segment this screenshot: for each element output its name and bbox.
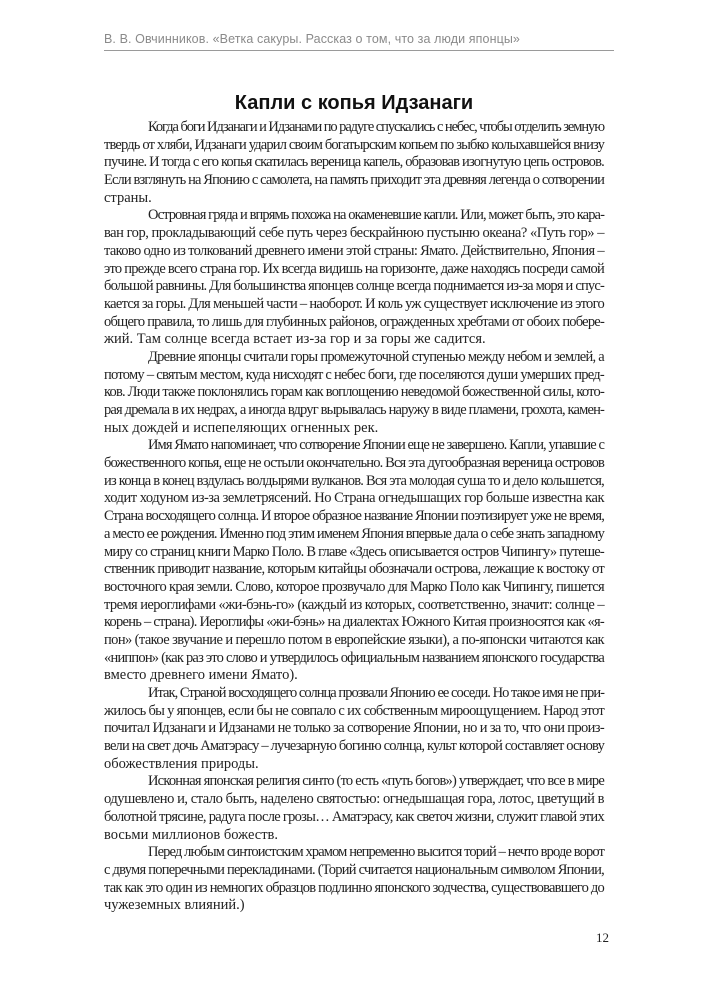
text-line: таково одно из толкований древнего имени этой страны: Ямато. Действительно, Япония – — [104, 242, 604, 259]
paragraph — [104, 773, 604, 844]
text-line: миру со страниц книги Марко Поло. В главе «Здесь описывается остров Чипингу» путеше- — [104, 543, 604, 560]
text-line: ных дождей и испепеляющих огненных рек. — [104, 419, 379, 436]
text-line: так как это один из немногих образцов подлинно японского зодчества, существовавшего до — [104, 879, 604, 896]
body-text — [104, 119, 604, 915]
text-line: ственник приводит название, которым китайцы обозначали острова, лежащие к востоку от — [104, 561, 604, 578]
text-line: болотной трясине, радуга после грозы… Аматэрасу, как светоч жизни, служит главой этих — [104, 808, 605, 825]
text-line: корень – страна). Иероглифы «жи-бэнь» на диалектах Южного Китая произносятся как «я- — [104, 614, 604, 631]
text-line: Островная гряда и впрямь похожа на окаменевшие капли. Или, может быть, это кара- — [148, 207, 604, 224]
text-line: ков. Люди также поклонялись горам как воплощению неведомой божественной силы, кото- — [104, 384, 604, 401]
text-line: Страна восходящего солнца. И второе образное название Японии поэтизирует уже не время, — [104, 508, 604, 525]
text-line: кается за горы. Для меньшей части – наоборот. И коль уж существует исключение из этого — [104, 295, 604, 312]
text-line: большой равнины. Для большинства японцев солнце всегда поднимается из-за моря и спус- — [104, 278, 604, 295]
text-line: чужеземных влияний.) — [104, 897, 245, 914]
text-line: Когда боги Идзанаги и Идзанами по радуге спускались с небес, чтобы отделить земную — [148, 119, 604, 135]
text-line: жий. Там солнце всегда встает из-за гор и за горы же садится. — [104, 331, 486, 348]
paragraph — [104, 207, 604, 349]
text-line: почитал Идзанаги и Идзанами не только за сотворение Японии, но и за то, что они произ- — [104, 720, 604, 737]
chapter-title: Капли с копья Идзанаги — [234, 92, 474, 114]
text-line: с двумя поперечными перекладинами. (Торий считается национальным символом Японии, — [104, 861, 604, 878]
text-line: пучине. И тогда с его копья скатилась вереница капель, образовав изогнутую цепь островов. — [104, 154, 604, 171]
text-line: Древние японцы считали горы промежуточной ступенью между небом и землей, а — [148, 348, 604, 365]
text-line: пон» (такое звучание и перешло потом в европейские языки), а по-японски читаются как — [104, 631, 604, 648]
text-line: Итак, Страной восходящего солнца прозвали Японию ее соседи. Но такое имя не при- — [148, 685, 604, 701]
text-line: одушевлено и, стало быть, наделено святостью: огнедышащая гора, лотос, цветущий в — [104, 791, 604, 808]
text-line: жилось бы у японцев, если бы не совпало с их собственным мироощущением. Народ этот — [104, 702, 604, 719]
text-line: а место ее рождения. Именно под этим именем Япония впервые дала о себе знать западному — [104, 525, 604, 542]
paragraph — [104, 349, 604, 437]
paragraph — [104, 119, 604, 207]
text-line: вместо древнего имени Ямато). — [104, 667, 298, 684]
text-line: божественного копья, еще не остыли окончательно. Вся эта дугообразная вереница островов — [104, 455, 604, 472]
text-line: ван гор, прокладывающий себе путь через бескрайнюю пустыню океана? «Путь гор» – — [104, 225, 604, 242]
text-line: потому – святым местом, куда нисходят с небес боги, где поселяются души умерших пред- — [104, 366, 604, 383]
text-line: рая дремала в их недрах, а иногда вдруг вырывалась наружу в виде пламени, грохота, камен- — [104, 402, 604, 418]
running-head: В. В. Овчинников. «Ветка сакуры. Рассказ о том, что за люди японцы» — [104, 32, 520, 46]
text-line: «ниппон» (как раз это слово и утвердилось официальным названием японского государства — [104, 649, 604, 666]
text-line: Имя Ямато напоминает, что сотворение Японии еще не завершено. Капли, упавшие с — [148, 437, 604, 454]
text-line: общего правила, то лишь для глубинных районов, огражденных хребтами от обоих побере- — [104, 313, 604, 330]
text-line: страны. — [104, 189, 152, 206]
text-line: твердь от хляби, Идзанаги ударил своим богатырским копьем по зыбко колыхавшейся внизу — [104, 136, 604, 153]
text-line: из конца в конец вздулась волдырями вулканов. Вся эта молодая суша то и дело колышется, — [104, 472, 604, 489]
text-line: вели на свет дочь Аматэрасу – лучезарную богиню солнца, культ которой составляет основу — [104, 738, 605, 755]
text-line: ходит ходуном из-за землетрясений. Но Страна огнедышащих гор больше известна как — [104, 490, 604, 507]
paragraph — [104, 437, 604, 685]
text-line: тремя иероглифами «жи-бэнь-го» (каждый из которых, соответственно, значит: солнце – — [104, 596, 604, 613]
text-line: это прежде всего страна гор. Их всегда видишь на горизонте, даже находясь посреди самой — [104, 260, 604, 277]
text-line: Исконная японская религия синто (то есть «путь богов») утверждает, что все в мире — [148, 773, 604, 790]
text-line: восьми миллионов божеств. — [104, 826, 278, 843]
paragraph — [104, 685, 604, 773]
header-divider — [104, 50, 614, 51]
page-number: 12 — [596, 930, 609, 945]
text-line: обожествления природы. — [104, 755, 259, 772]
text-line: восточного края земли. Слово, которое прозвучало для Марко Поло как Чипингу, пишется — [104, 578, 604, 595]
text-line: Если взглянуть на Японию с самолета, на память приходит эта древняя легенда о сотворении — [104, 172, 604, 189]
text-line: Перед любым синтоистским храмом непременно высится торий – нечто вроде ворот — [148, 844, 604, 861]
paragraph — [104, 844, 604, 915]
